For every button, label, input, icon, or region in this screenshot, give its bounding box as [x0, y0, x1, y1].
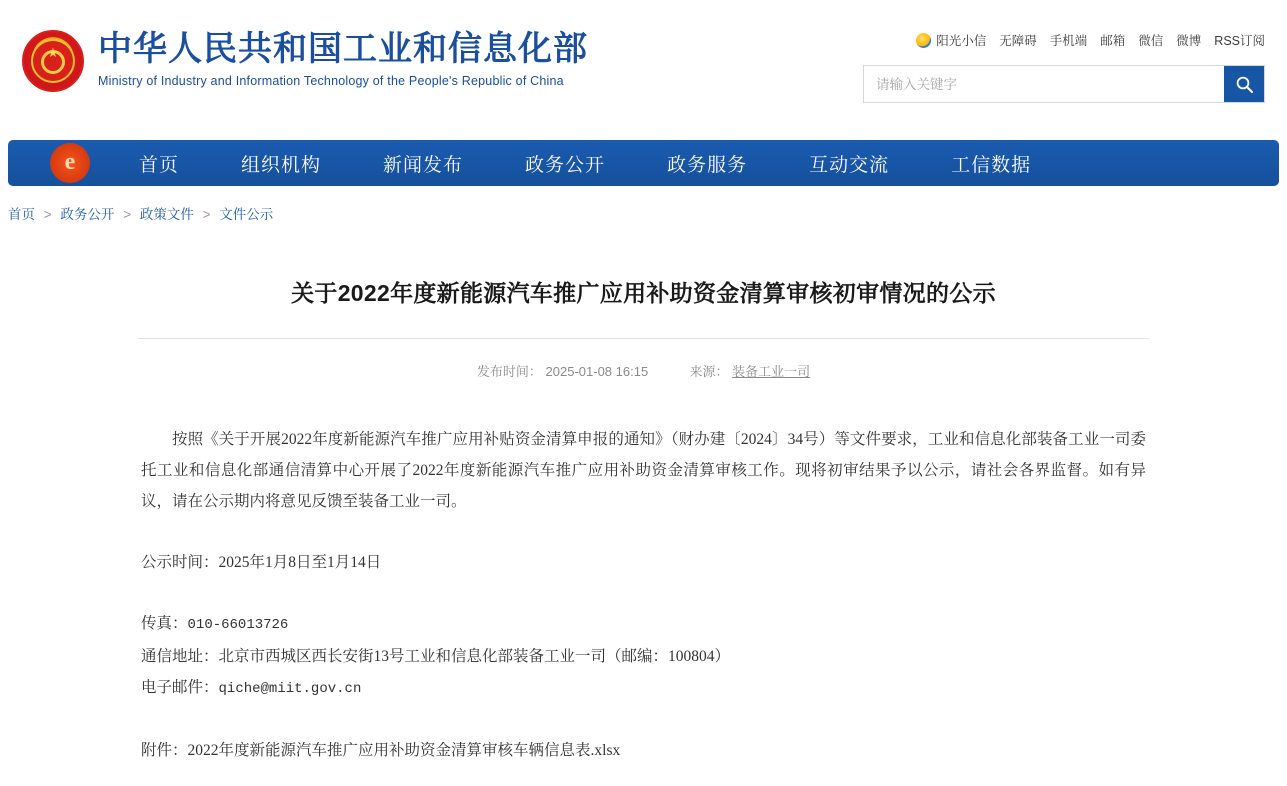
utility-link-rss[interactable]: RSS订阅	[1214, 34, 1265, 48]
source-value[interactable]: 装备工业一司	[732, 364, 811, 379]
attachment-label: 附件：	[141, 742, 188, 759]
national-emblem-icon: ★	[22, 30, 84, 92]
contact-email-label: 电子邮件：	[141, 679, 219, 696]
utility-links	[863, 30, 1265, 50]
breadcrumb-separator: >	[123, 207, 132, 222]
contact-fax-value: 010-66013726	[187, 617, 289, 633]
main-navigation	[8, 140, 1279, 186]
utility-link-wechat[interactable]: 微信	[1138, 34, 1164, 48]
publish-time-label: 发布时间：	[476, 364, 542, 379]
nav-item-interaction[interactable]: 互动交流	[809, 154, 890, 176]
page-title: 关于2022年度新能源汽车推广应用补助资金清算审核初审情况的公示	[291, 280, 996, 306]
brand-text	[98, 28, 588, 88]
search-input[interactable]	[864, 66, 1224, 102]
breadcrumb-item-policy-documents[interactable]: 政策文件	[139, 207, 194, 222]
breadcrumb-separator: >	[202, 207, 211, 222]
breadcrumb-item-home[interactable]: 首页	[8, 207, 35, 222]
utility-link-weibo[interactable]: 微博	[1176, 34, 1202, 48]
utility-link-sunshine[interactable]: 阳光小信	[936, 34, 987, 48]
search-button[interactable]	[1224, 66, 1264, 102]
search-bar	[863, 65, 1265, 103]
breadcrumb	[0, 186, 1287, 223]
nav-item-government-services[interactable]: 政务服务	[667, 154, 748, 176]
nav-item-government-disclosure[interactable]: 政务公开	[525, 154, 606, 176]
article-body	[141, 424, 1146, 766]
attachment-link[interactable]: 2022年度新能源汽车推广应用补助资金清算审核车辆信息表.xlsx	[187, 742, 621, 759]
nav-item-news[interactable]: 新闻发布	[383, 154, 464, 176]
contact-address	[141, 641, 1146, 672]
brand-title-en: Ministry of Industry and Information Technology of the People's Republic of China	[98, 74, 564, 88]
contact-address-value: 北京市西城区西长安街13号工业和信息化部装备工业一司（邮编：100804）	[218, 648, 731, 665]
brand-title-cn: 中华人民共和国工业和信息化部	[98, 30, 588, 68]
article	[0, 275, 1287, 766]
attachment-row	[141, 735, 1146, 766]
contact-fax	[141, 608, 1146, 641]
article-paragraph-2: 公示时间：2025年1月8日至1月14日	[141, 554, 382, 571]
site-brand[interactable]	[22, 0, 588, 92]
nav-item-organization[interactable]: 组织机构	[241, 154, 322, 176]
source-label: 来源：	[689, 364, 729, 379]
nav-item-industry-data[interactable]: 工信数据	[951, 154, 1032, 176]
contact-email-value: qiche@miit.gov.cn	[218, 681, 362, 697]
breadcrumb-item-document-notice[interactable]: 文件公示	[219, 207, 274, 222]
nav-item-home[interactable]: 首页	[139, 154, 180, 176]
site-header	[0, 0, 1287, 140]
publish-time-value: 2025-01-08 16:15	[545, 364, 649, 379]
utility-link-accessibility[interactable]: 无障碍	[999, 34, 1037, 48]
header-right	[863, 30, 1265, 103]
utility-link-mobile[interactable]: 手机端	[1049, 34, 1088, 48]
contact-address-label: 通信地址：	[141, 648, 219, 665]
article-meta	[138, 338, 1149, 380]
utility-link-mail[interactable]: 邮箱	[1100, 34, 1126, 48]
contact-email	[141, 672, 1146, 705]
article-paragraph-1: 按照《关于开展2022年度新能源汽车推广应用补贴资金清算申报的通知》（财办建〔2024〕34号）等文件要求，工业和信息化部装备工业一司委托工业和信息化部通信清算中心开展了2022年度新能源汽车推广应用补助资金清算审核工作。现将初审结果予以公示，请社会各界监督。如有异议，请在公示期内将意见反馈至装备工业一司。	[141, 431, 1146, 510]
contact-fax-label: 传真：	[141, 615, 188, 632]
miit-e-logo-icon	[50, 143, 90, 183]
breadcrumb-separator: >	[43, 207, 52, 222]
search-icon	[1235, 75, 1254, 94]
sun-icon	[916, 33, 931, 48]
breadcrumb-item-government-disclosure[interactable]: 政务公开	[60, 207, 115, 222]
